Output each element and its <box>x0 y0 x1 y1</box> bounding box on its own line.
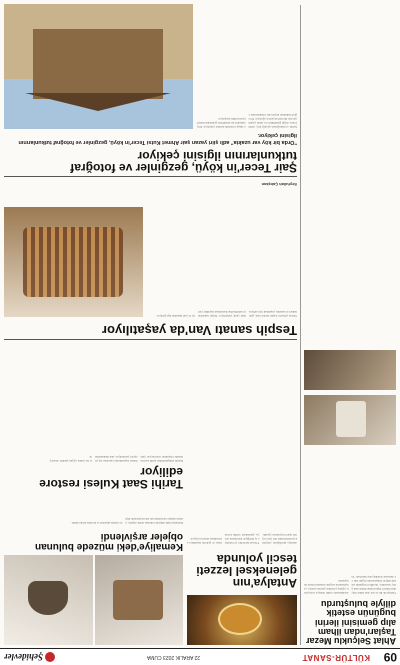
ahlat-story <box>304 5 396 645</box>
tespih-story <box>101 180 297 340</box>
tespih-headline: Tespih sanatı Van'da yaşatılıyor <box>101 323 297 338</box>
kemaliye-photo-2 <box>4 555 93 645</box>
main-headline: Şair Tecer'in köyü, gezginler ve fotoğraf tutkunlarının ilgisini çekiyor <box>70 148 297 175</box>
issue-date: 22 ARALIK 2023 CUMA <box>146 654 200 660</box>
main-rule <box>4 176 297 177</box>
main-subhead: "Orda bir köy var uzakta" adlı şiiri yazan şair Ahmet Kutsi Tecer'in köyü, gezginler ve fotoğraf tutkunlarının ilgisini çekiyor. <box>18 132 297 145</box>
antalya-headline: Antalya'nın geleneksel lezzeti tescil yolunda <box>196 551 297 590</box>
clock-story <box>4 345 183 490</box>
ahlat-body: Türkiye'de ilk ve tek olan Ahlat Selçuklu Mezar Taşları'ndan ilham alan genç tasarımcı, motifleri bugünün estetik diliyle buluşturarak özgün takı ve aksesuar koleksiyonu hazırladı. Tasarımlarında tarihi dokuyu koruyarak çağdaş yorumlar getiren sanatçı, çalışmalarını sergide sanatseverlerle buluşturdu. <box>304 575 396 596</box>
main-photo <box>4 4 193 129</box>
newspaper-logo <box>4 651 55 663</box>
ahlat-headline: Ahlat Selçuklu Mezar Taşları'ndan ilham alıp gemisini ilerini bugünün estetik diliyle buluşturdu <box>305 599 396 646</box>
main-story <box>4 2 297 177</box>
kemaliye-body: Kemaliye'deki müzede bulunan tarihi objeler, uzman ekipler tarafından tek tek incelenerek dijital ortama aktarıldı ve koruma altına alındı. <box>71 517 183 525</box>
column-divider <box>300 5 301 645</box>
clock-body: Kentin simgelerinden tarihi saat kulesinde başlatılan restorasyon çalışmaları kapsamında yıpranan taş yüzeyler yenileniyor, saat mekanizması ise aslına uygun şekilde onarılıyor. <box>49 454 183 463</box>
tespih-body: Van'da yıllardır tespih üreten usta, geleneksel el sanatını yaşatmak için atölyesinde çırak yetiştiriyor. Doğal taşlardan ve kehribardan hazırlanan tespihler yurt içi ve yurt dışından ilgi görüyor. <box>156 310 297 318</box>
masthead <box>0 648 400 665</box>
antalya-body: Antalya mutfağının yüzyıllık lezzetlerinden biri için coğrafi işaret başvurusu yapıldı. Yöresel üreticiler ve belediye iş birliğiyle hazırlanan dosya, geleneksel tarifin korunması ve gelecek kuşaklara aktarılması amacını taşıyor. <box>187 533 297 545</box>
section-title: KÜLTÜR-SANAT <box>302 653 370 662</box>
section-rule <box>4 339 297 340</box>
kemaliye-photo-1 <box>95 555 183 645</box>
antalya-story <box>187 345 297 645</box>
tespih-byline: Seyfullah Çalışkan <box>261 182 297 187</box>
page-number: 09 <box>383 650 397 664</box>
ahlat-photo-2 <box>304 350 396 390</box>
kemaliye-story <box>4 495 183 645</box>
logo-text: Şehidevler <box>4 652 43 662</box>
antalya-photo <box>187 595 297 645</box>
ahlat-body-continued <box>304 15 396 345</box>
tespih-photo <box>4 207 143 317</box>
main-body: Şairin çocukluğunun geçtiği köy, tarihi evleri, doğal güzellikleri ve sakin yaşamıyla her mevsim ziyaretçi ağırlıyor. Fotoğraf tutkunları köyün dar sokaklarında ve ahşap evlerinde kareler yakalıyor. Köy sakinleri ise misafirleri geleneksel misafirperverlikle karşılıyor. <box>197 113 297 129</box>
logo-mark-icon <box>45 652 55 662</box>
ahlat-photo-1 <box>304 395 396 445</box>
clock-headline: Tarihi Saat Kulesi restore ediliyor <box>39 464 183 491</box>
kemaliye-headline: Kemaliye'deki müzede bulunan objeler arşivlendi <box>35 530 183 552</box>
